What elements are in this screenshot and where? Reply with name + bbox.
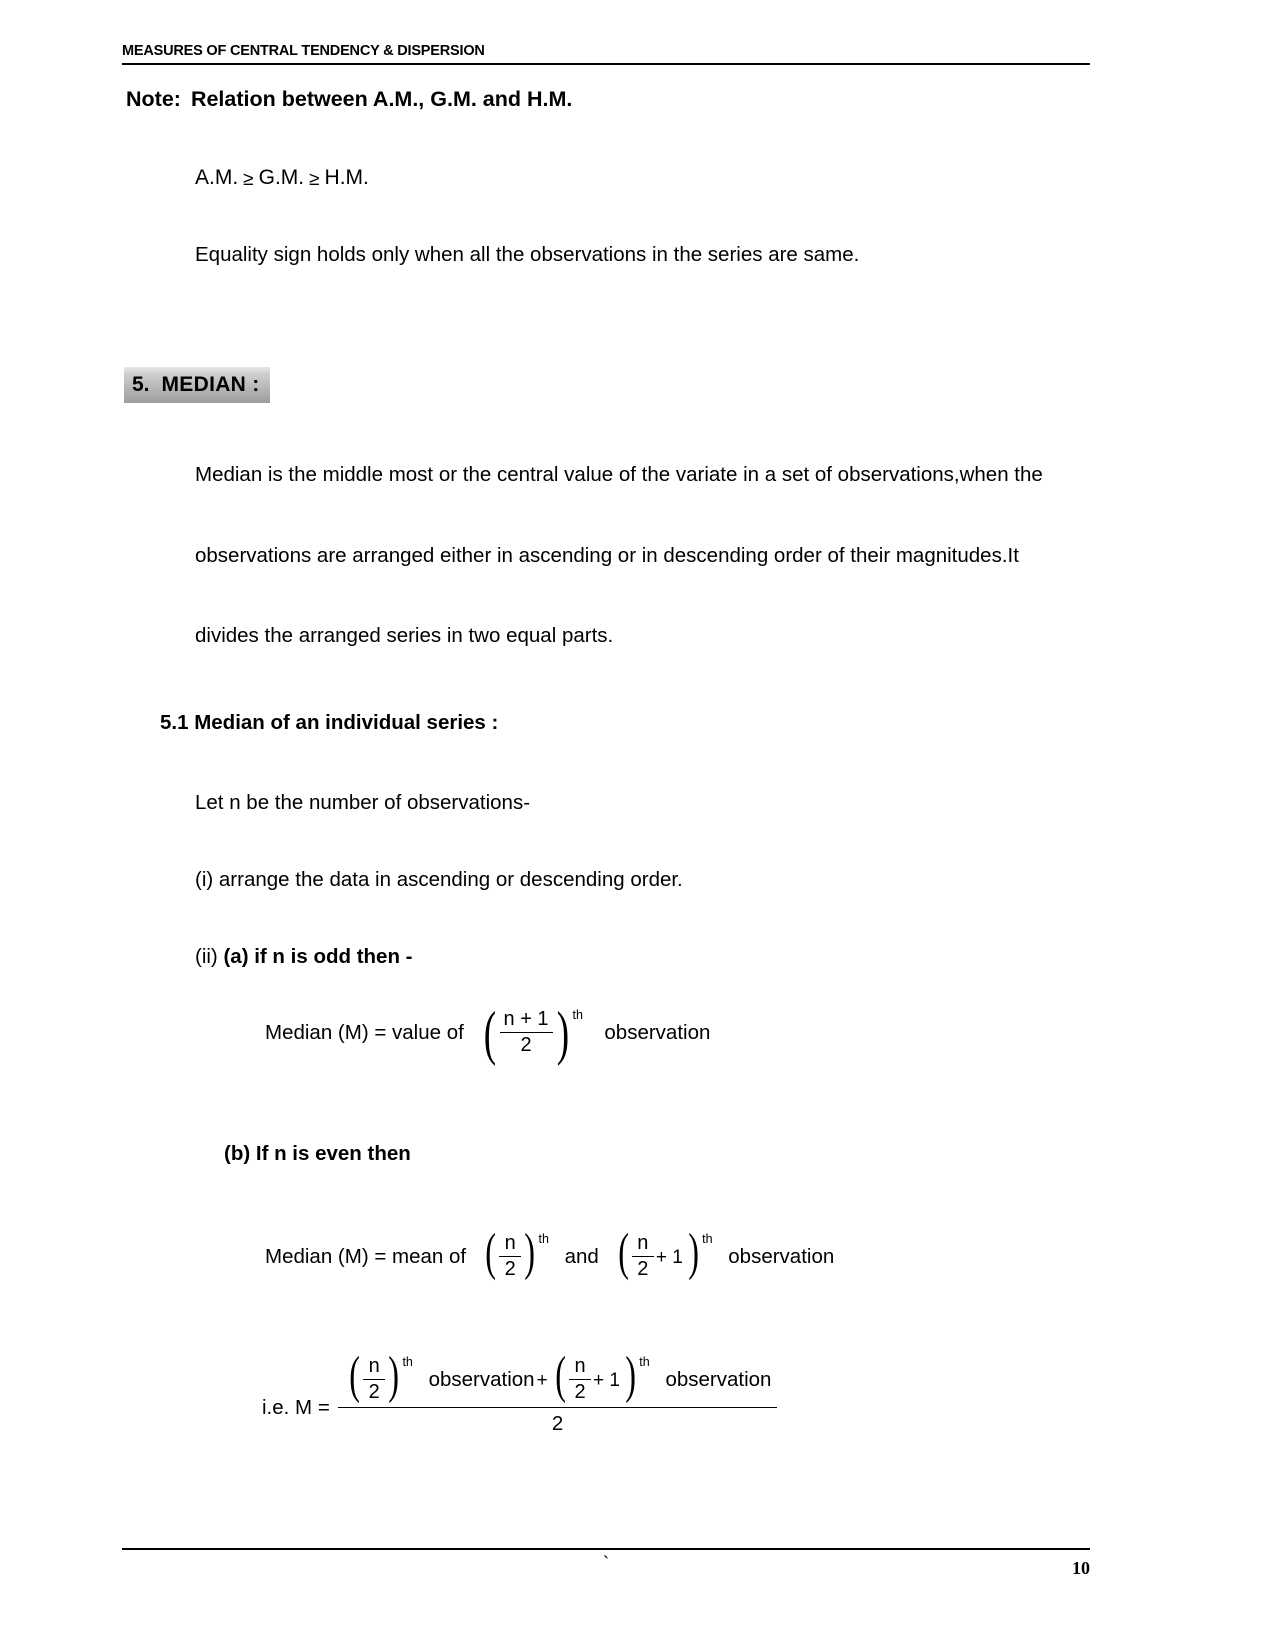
formula-odd-exponent: th bbox=[572, 1008, 583, 1022]
left-paren-icon: ( bbox=[617, 1224, 629, 1281]
formula-even-exponent-1: th bbox=[538, 1232, 549, 1246]
paragraph-3: divides the arranged series in two equal parts. bbox=[195, 624, 614, 648]
section-heading-median bbox=[124, 367, 270, 403]
expanded-group-1 bbox=[346, 1347, 413, 1404]
fraction-numerator: n bbox=[368, 1355, 380, 1377]
fraction-n-over-2-second bbox=[569, 1355, 591, 1404]
equality-text: Equality sign holds only when all the observations in the series are same. bbox=[195, 242, 860, 266]
paragraph-1: Median is the middle most or the central value of the variate in a set of observations,when the bbox=[195, 463, 1043, 486]
fraction-numerator: n + 1 bbox=[503, 1008, 549, 1030]
fraction-numerator: n bbox=[504, 1232, 516, 1254]
note-heading-text: Relation between A.M., G.M. and H.M. bbox=[190, 87, 573, 111]
formula-median-even-expanded bbox=[262, 1347, 777, 1436]
footer-body bbox=[122, 1550, 1090, 1584]
fraction-denominator: 2 bbox=[504, 1258, 516, 1280]
expanded-text-1: observation bbox=[428, 1367, 535, 1391]
document-footer bbox=[122, 1548, 1090, 1584]
fraction-n-over-2-first bbox=[499, 1232, 521, 1281]
formula-even-trail: observation bbox=[728, 1244, 835, 1268]
left-paren-icon: ( bbox=[554, 1347, 566, 1404]
formula-even-group-2 bbox=[615, 1224, 713, 1281]
formula-even-exponent-2: th bbox=[702, 1232, 713, 1246]
fraction-n-over-2-second bbox=[632, 1232, 654, 1281]
right-paren-icon: ) bbox=[524, 1224, 536, 1281]
expanded-group-2 bbox=[552, 1347, 650, 1404]
left-paren-icon: ( bbox=[485, 1224, 496, 1281]
expanded-text-2: observation bbox=[665, 1367, 772, 1391]
footer-mark: ` bbox=[602, 1554, 610, 1575]
document-header bbox=[122, 44, 1090, 65]
relation-gm: G.M. bbox=[258, 165, 305, 189]
right-paren-icon: ) bbox=[556, 1000, 569, 1066]
relation-line bbox=[195, 165, 1090, 191]
right-paren-icon: ) bbox=[625, 1347, 637, 1404]
step-ii-marker: (ii) bbox=[195, 945, 218, 968]
relation-hm: H.M. bbox=[324, 165, 369, 189]
outer-fraction-numerator bbox=[338, 1347, 778, 1407]
fraction-numerator: n bbox=[574, 1355, 586, 1377]
left-paren-icon: ( bbox=[483, 1000, 496, 1066]
formula-even-lead: Median (M) = mean of bbox=[265, 1244, 467, 1268]
paragraph-2: observations are arranged either in ascending or in descending order of their magnitudes.It bbox=[195, 543, 1019, 567]
right-paren-icon: ) bbox=[388, 1347, 400, 1404]
geq-icon-1: ≥ bbox=[243, 168, 254, 190]
fraction-denominator: 2 bbox=[637, 1258, 649, 1280]
expanded-exponent-2: th bbox=[639, 1355, 650, 1369]
expanded-plus-sign: + bbox=[536, 1369, 548, 1391]
fraction-denominator: 2 bbox=[368, 1381, 380, 1403]
fraction-numerator: n bbox=[637, 1232, 649, 1254]
outer-fraction bbox=[338, 1347, 778, 1436]
geq-icon-2: ≥ bbox=[309, 168, 320, 190]
outer-fraction-denominator: 2 bbox=[551, 1412, 564, 1435]
right-paren-icon: ) bbox=[688, 1224, 699, 1281]
relation-block bbox=[0, 165, 1275, 191]
formula-odd-group bbox=[480, 1000, 583, 1066]
subsection-heading-5-1: 5.1 Median of an individual series : bbox=[160, 711, 499, 734]
step-i: (i) arrange the data in ascending or descending order. bbox=[195, 868, 683, 891]
formula-odd-trail: observation bbox=[604, 1020, 711, 1044]
content-top bbox=[0, 86, 1275, 267]
fraction-n-plus-1-over-2 bbox=[500, 1008, 553, 1057]
formula-median-even bbox=[265, 1224, 835, 1281]
step-ii bbox=[195, 945, 413, 970]
section-body bbox=[195, 462, 1090, 649]
fraction-denominator: 2 bbox=[574, 1381, 586, 1403]
equality-block bbox=[0, 243, 1275, 268]
note-label: Note: bbox=[126, 87, 181, 111]
formula-even-group-1 bbox=[482, 1224, 549, 1281]
expanded-exponent-1: th bbox=[402, 1355, 413, 1369]
header-title: MEASURES OF CENTRAL TENDENCY & DISPERSION bbox=[122, 43, 485, 59]
page-number: 10 bbox=[1072, 1558, 1090, 1578]
fraction-n-over-2-first bbox=[363, 1355, 385, 1404]
formula-even-conjunction: and bbox=[564, 1244, 599, 1268]
left-paren-icon: ( bbox=[349, 1347, 360, 1404]
fraction-denominator: 2 bbox=[520, 1034, 532, 1056]
expanded-plus-one: + 1 bbox=[593, 1369, 620, 1391]
note-heading bbox=[0, 86, 1275, 113]
step-intro: Let n be the number of observations- bbox=[195, 791, 531, 814]
header-divider bbox=[122, 63, 1090, 65]
formula-median-odd bbox=[265, 1000, 711, 1066]
case-b-heading: (b) If n is even then bbox=[224, 1142, 411, 1165]
formula-even-plus-one: + 1 bbox=[655, 1246, 683, 1268]
section-title: MEDIAN : bbox=[161, 373, 260, 396]
formula-odd-lead: Median (M) = value of bbox=[265, 1020, 464, 1044]
section-number: 5. bbox=[132, 373, 150, 396]
formula-expanded-lead: i.e. M = bbox=[262, 1395, 330, 1419]
relation-am: A.M. bbox=[195, 165, 239, 189]
step-ii-case-a: (a) if n is odd then - bbox=[223, 945, 413, 968]
